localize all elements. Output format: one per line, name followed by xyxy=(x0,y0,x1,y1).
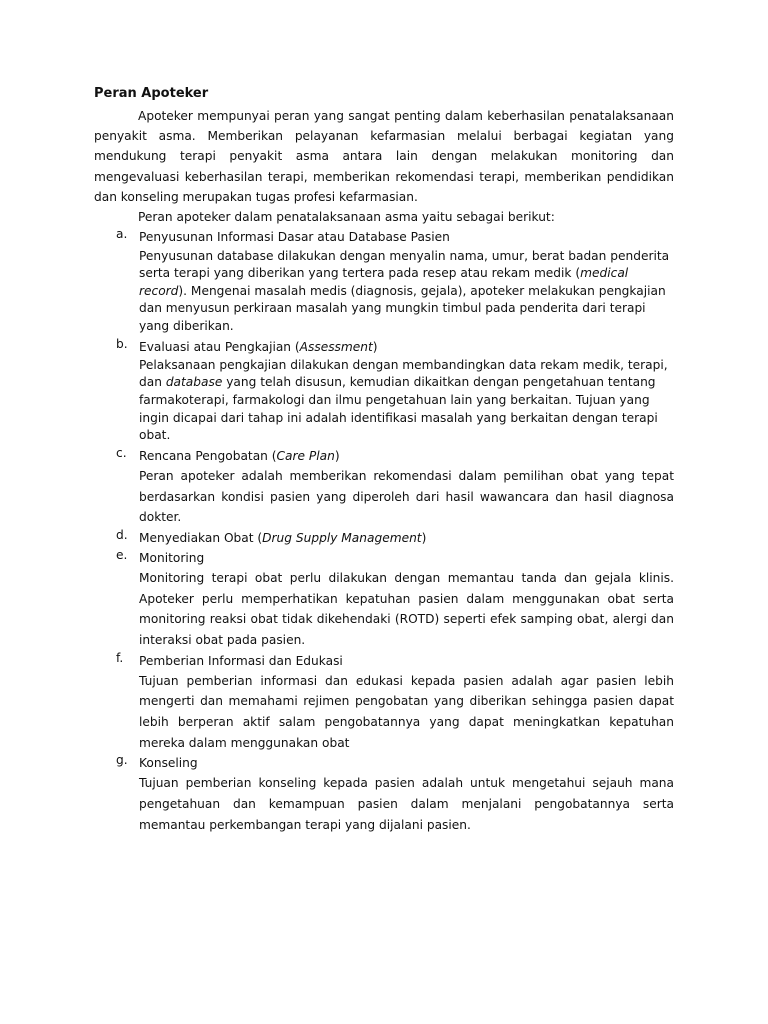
list-item-heading: Penyusunan Informasi Dasar atau Database Pasien xyxy=(139,230,450,245)
document-title: Peran Apoteker xyxy=(94,86,209,101)
list-item xyxy=(94,337,674,445)
list-item xyxy=(94,753,674,835)
list-item xyxy=(94,528,674,548)
list-item-body: Monitoring terapi obat perlu dilakukan dengan memantau tanda dan gejala klinis. Apoteker perlu memperhatikan kepatuhan pasien dalam menggunakan obat serta monitoring reaksi obat tidak dikehendaki (ROTD) seperti efek samping obat, alergi dan interaksi obat pada pasien. xyxy=(139,571,674,647)
list-marker: b. xyxy=(116,336,128,351)
emphasis-term: medical record xyxy=(139,266,629,298)
list-item-heading: Konseling xyxy=(139,756,198,771)
list-item-heading: Monitoring xyxy=(139,550,205,565)
list-marker: g. xyxy=(116,753,128,768)
list-item-heading: Menyediakan Obat (Drug Supply Management) xyxy=(139,530,427,545)
list-marker: e. xyxy=(116,547,128,562)
list-marker: c. xyxy=(116,445,127,460)
list-item-body: Pelaksanaan pengkajian dilakukan dengan membandingkan data rekam medik, terapi, dan database yang telah disusun, kemudian dikaitkan dengan pengetahuan tentang farmakoterapi, farmakologi dan ilmu pengetahuan lain yang berkaitan. Tujuan yang ingin dicapai dari tahap ini adalah identifikasi masalah yang berkaitan dengan terapi obat. xyxy=(139,357,668,443)
list-intro: Peran apoteker dalam penatalaksanaan asma yaitu sebagai berikut: xyxy=(138,210,555,225)
list-marker: f. xyxy=(116,650,124,665)
list-marker: a. xyxy=(116,227,128,242)
emphasis-term: Drug Supply Management xyxy=(262,530,422,545)
emphasis-term: Care Plan xyxy=(276,448,335,463)
list-item xyxy=(94,446,674,528)
list-marker: d. xyxy=(116,527,128,542)
intro-paragraph: Apoteker mempunyai peran yang sangat penting dalam keberhasilan penatalaksanaan penyakit asma. Memberikan pelayanan kefarmasian melalui berbagai kegiatan yang mendukung terapi penyakit asma antara lain dengan melakukan monitoring dan mengevaluasi keberhasilan terapi, memberikan rekomendasi terapi, memberikan pendidikan dan konseling merupakan tugas profesi kefarmasian. xyxy=(94,109,674,204)
document-page xyxy=(94,84,674,835)
list-item xyxy=(94,227,674,335)
list-item xyxy=(94,651,674,754)
list-item-body: Tujuan pemberian konseling kepada pasien adalah untuk mengetahui sejauh mana pengetahuan dan kemampuan pasien dalam menjalani pengobatannya serta memantau perkembangan terapi yang dijalani pasien. xyxy=(139,776,674,832)
list-item-body: Tujuan pemberian informasi dan edukasi kepada pasien adalah agar pasien lebih mengerti dan memahami rejimen pengobatan yang diberikan sehingga pasien dapat lebih berperan aktif salam pengobatannya yang dapat meningkatkan kepatuhan mereka dalam menggunakan obat xyxy=(139,673,674,750)
list-item-heading: Pemberian Informasi dan Edukasi xyxy=(139,653,343,668)
list-item xyxy=(94,548,674,651)
list-item-body: Peran apoteker adalah memberikan rekomendasi dalam pemilihan obat yang tepat berdasarkan kondisi pasien yang diperoleh dari hasil wawancara dan hasil diagnosa dokter. xyxy=(139,468,674,525)
list-item-body: Penyusunan database dilakukan dengan menyalin nama, umur, berat badan penderita serta terapi yang diberikan yang tertera pada resep atau rekam medik (medical record). Mengenai masalah medis (diagnosis, gejala), apoteker melakukan pengkajian dan menyusun perkiraan masalah yang mungkin timbul pada penderita dari terapi yang diberikan. xyxy=(139,248,670,333)
emphasis-term: database xyxy=(165,375,223,390)
list-item-heading: Evaluasi atau Pengkajian (Assessment) xyxy=(139,339,378,354)
emphasis-term: Assessment xyxy=(299,339,373,354)
list-item-heading: Rencana Pengobatan (Care Plan) xyxy=(139,448,340,463)
